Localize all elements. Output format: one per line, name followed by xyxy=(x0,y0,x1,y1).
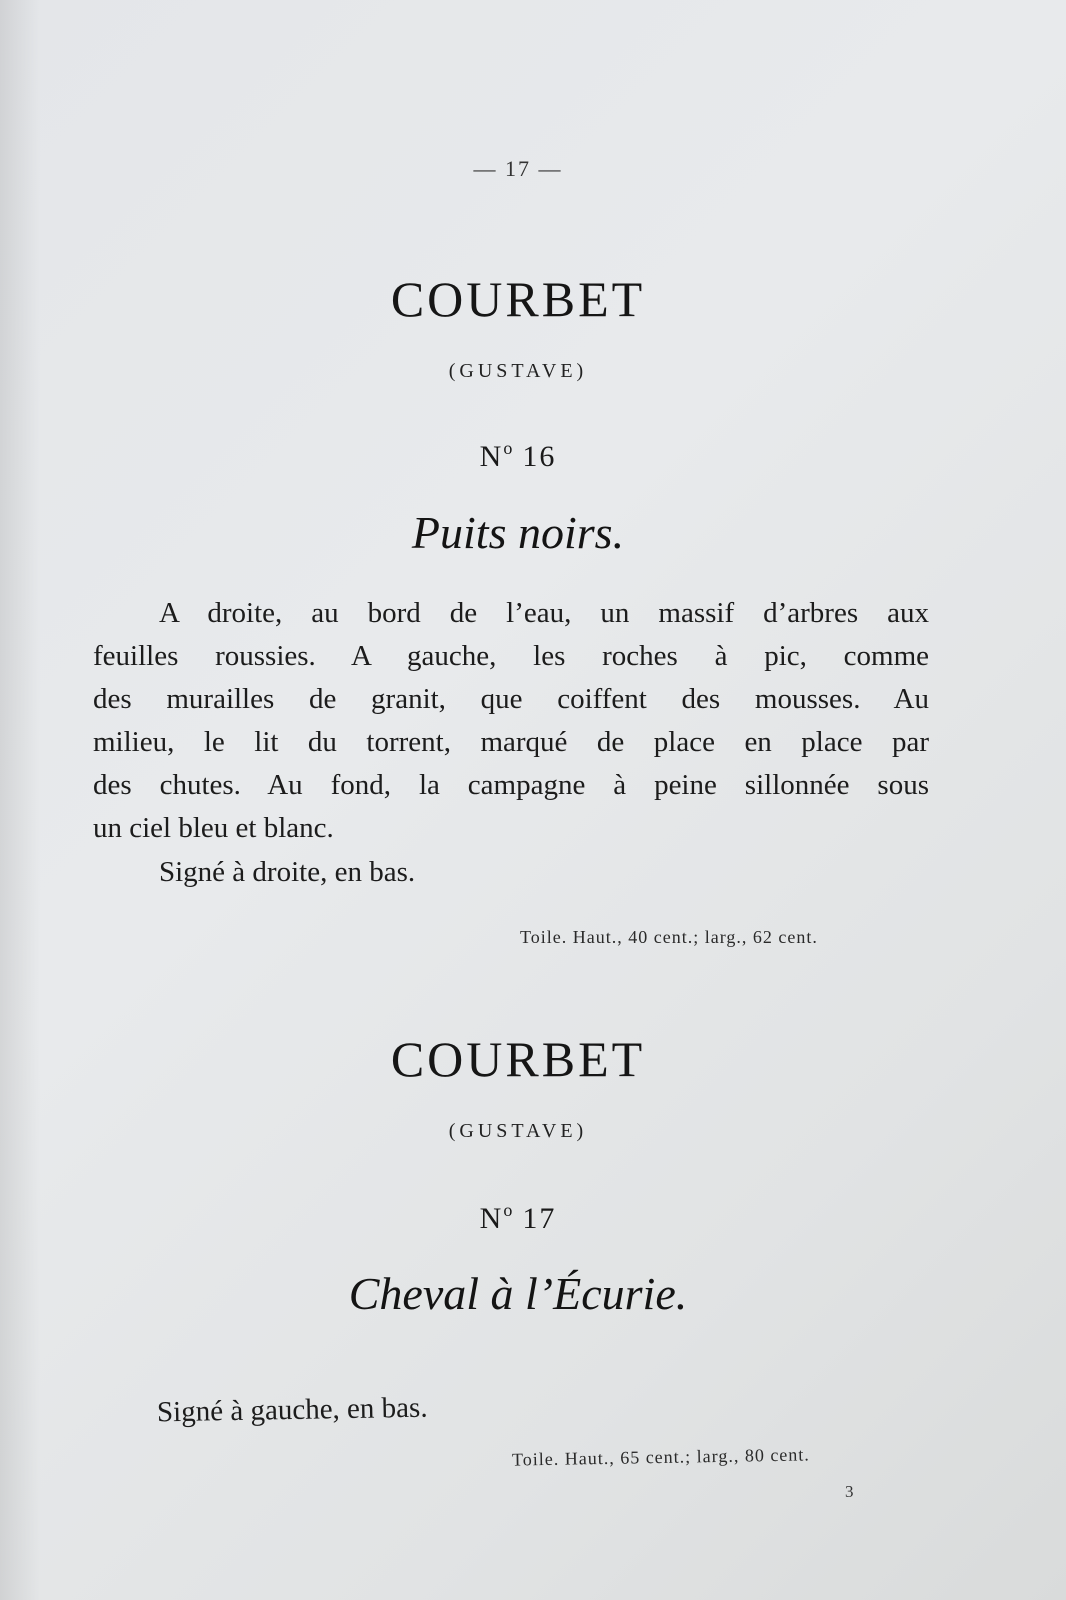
signature-note: Signé à droite, en bas. xyxy=(159,856,416,888)
lot-number-heading xyxy=(0,438,1036,474)
page-gutter-shadow xyxy=(0,0,40,1600)
artwork-title: Cheval à l’Écurie. xyxy=(348,1268,688,1319)
artwork-title: Puits noirs. xyxy=(411,507,625,558)
description-line: un ciel bleu et blanc. xyxy=(93,812,334,844)
description-line: des murailles de granit, que coiffent des mousses. Au xyxy=(93,683,929,715)
description-line: feuilles roussies. A gauche, les roches à pic, comme xyxy=(93,640,929,672)
lot-suffix: o xyxy=(503,438,515,458)
canvas-dimensions: Toile. Haut., 65 cent.; larg., 80 cent. xyxy=(511,1444,810,1470)
signature-note: Signé à gauche, en bas. xyxy=(156,1391,428,1429)
canvas-dimensions: Toile. Haut., 40 cent.; larg., 62 cent. xyxy=(520,927,818,947)
artist-name: COURBET xyxy=(390,271,646,327)
description-line: A droite, au bord de l’eau, un massif d’arbres aux xyxy=(159,597,929,629)
description-line: des chutes. Au fond, la campagne à peine sillonnée sous xyxy=(93,769,929,801)
artwork-description xyxy=(93,592,929,850)
artist-first-name: (GUSTAVE) xyxy=(448,360,588,382)
lot-suffix: o xyxy=(503,1200,515,1220)
page-folio: — 17 — xyxy=(473,156,563,181)
lot-number-heading xyxy=(0,1200,1036,1236)
lot-prefix: N xyxy=(479,440,504,473)
description-line: milieu, le lit du torrent, marqué de place en place par xyxy=(93,726,929,758)
lot-number: 16 xyxy=(522,440,557,473)
printer-signature-mark: 3 xyxy=(845,1482,854,1501)
lot-number: 17 xyxy=(522,1202,557,1235)
lot-prefix: N xyxy=(479,1202,504,1235)
artist-name: COURBET xyxy=(390,1031,646,1087)
artist-first-name: (GUSTAVE) xyxy=(448,1120,588,1142)
